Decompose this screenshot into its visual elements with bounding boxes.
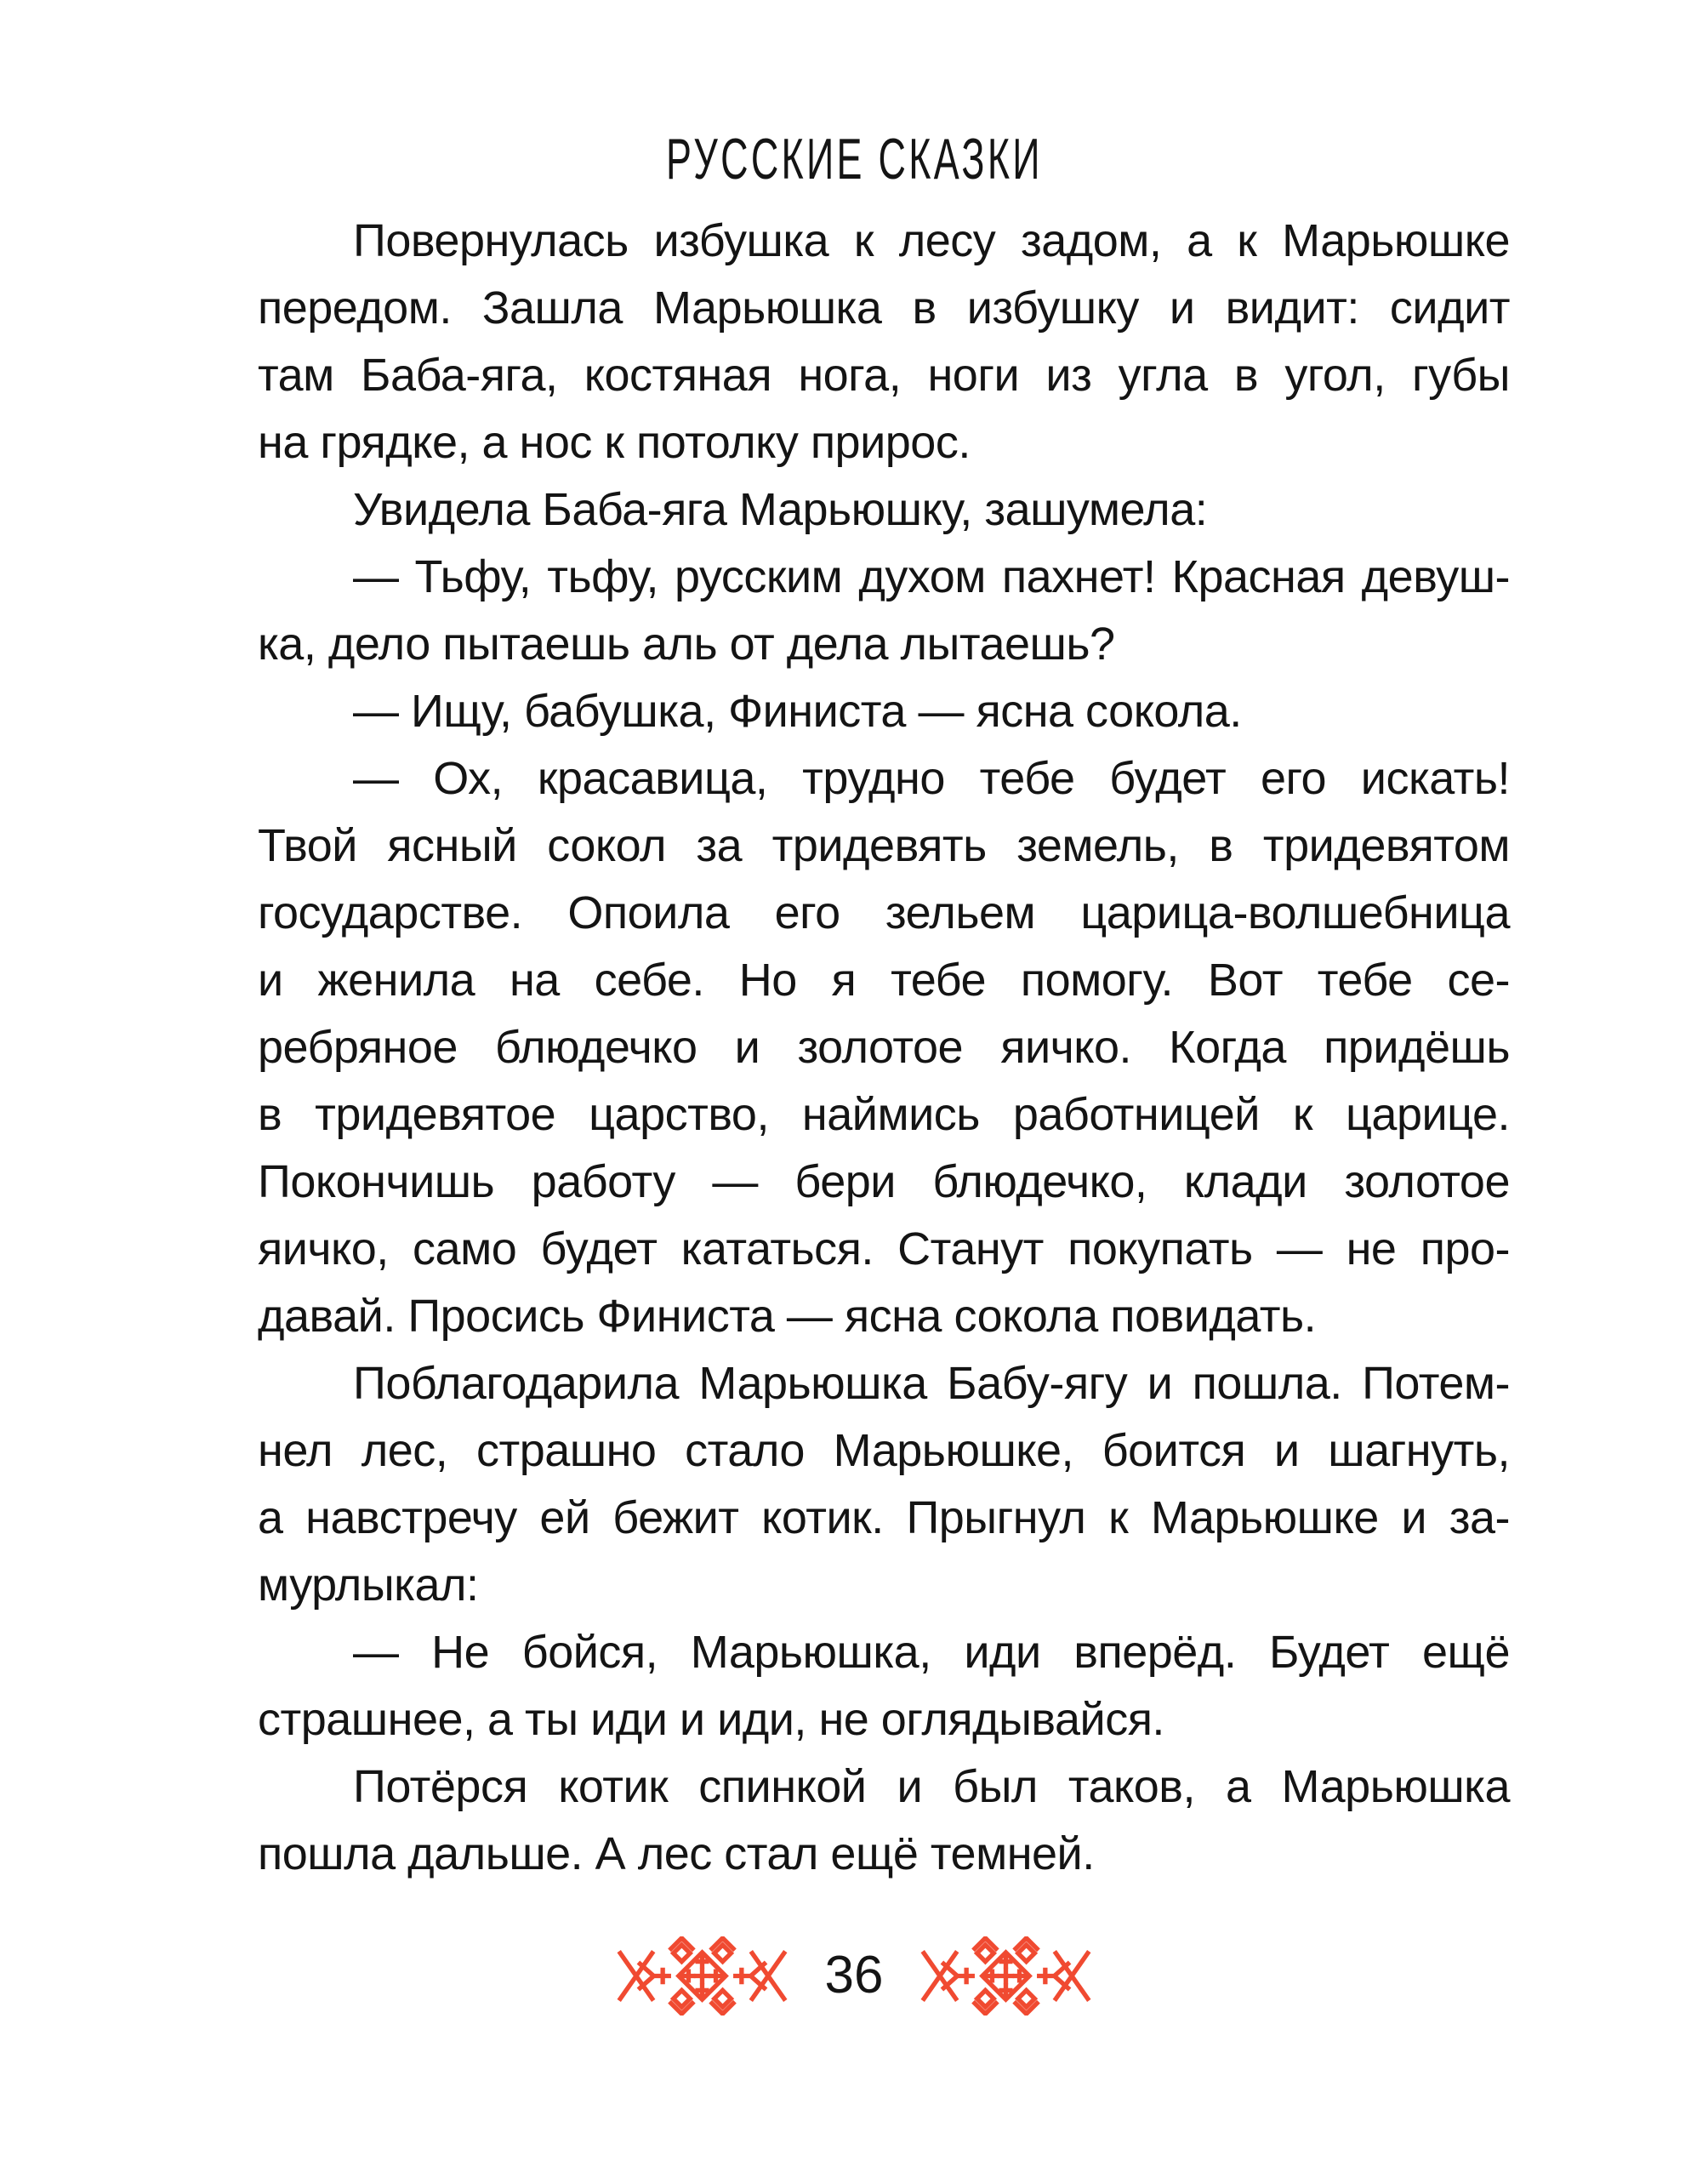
page-number: 36 [824, 1946, 884, 2004]
text-line: передом. Зашла Марьюшка в избушку и видит: сидит [258, 282, 1510, 334]
text-line: яичко, само будет кататься. Станут покупать — не про- [258, 1223, 1510, 1274]
text-line: — Ищу, бабушка, Финиста — ясна сокола. [353, 686, 1242, 737]
folk-ornament-right-icon [919, 1936, 1093, 2016]
text-line: нел лес, страшно стало Марьюшке, боится и шагнуть, [258, 1425, 1510, 1476]
text-line: Потёрся котик спинкой и был таков, а Марьюшка [353, 1761, 1510, 1812]
text-line: государстве. Опоила его зельем царица-волшебница [258, 887, 1510, 938]
text-line: на грядке, а нос к потолку прирос. [258, 417, 971, 468]
text-line: — Ох, красавица, трудно тебе будет его искать! [353, 753, 1510, 804]
text-line: — Не бойся, Марьюшка, иди вперёд. Будет ещё [353, 1627, 1510, 1678]
text-line: пошла дальше. А лес стал ещё темней. [258, 1828, 1095, 1879]
folk-ornament-left-icon [615, 1936, 789, 2016]
text-line: мурлыкал: [258, 1559, 479, 1611]
text-line: страшнее, а ты иди и иди, не оглядывайся. [258, 1694, 1164, 1745]
running-head [0, 129, 1708, 189]
text-line: там Баба-яга, костяная нога, ноги из угла в угол, губы [258, 350, 1510, 401]
text-line: а навстречу ей бежит котик. Прыгнул к Марьюшке и за- [258, 1492, 1510, 1543]
text-line: Твой ясный сокол за тридевять земель, в тридевятом [258, 820, 1510, 871]
text-line: ка, дело пытаешь аль от дела лытаешь? [258, 619, 1115, 670]
text-line: и женила на себе. Но я тебе помогу. Вот тебе се- [258, 955, 1510, 1006]
text-line: давай. Просись Финиста — ясна сокола повидать. [258, 1291, 1317, 1342]
text-line: Повернулась избушка к лесу задом, а к Марьюшке [353, 215, 1510, 266]
text-line: — Тьфу, тьфу, русским духом пахнет! Красная девуш- [353, 551, 1510, 602]
text-line: Покончишь работу — бери блюдечко, клади золотое [258, 1156, 1510, 1207]
text-line: Увидела Баба-яга Марьюшку, зашумела: [353, 484, 1208, 535]
text-line: ребряное блюдечко и золотое яичко. Когда придёшь [258, 1022, 1510, 1073]
text-line: в тридевятое царство, наймись работницей к царице. [258, 1089, 1510, 1140]
book-title: РУССКИЕ СКАЗКИ [665, 127, 1043, 191]
story-text-block [258, 208, 1510, 1888]
page-footer [0, 1935, 1708, 2016]
text-line: Поблагодарила Марьюшка Бабу-ягу и пошла. Потем- [353, 1358, 1510, 1409]
